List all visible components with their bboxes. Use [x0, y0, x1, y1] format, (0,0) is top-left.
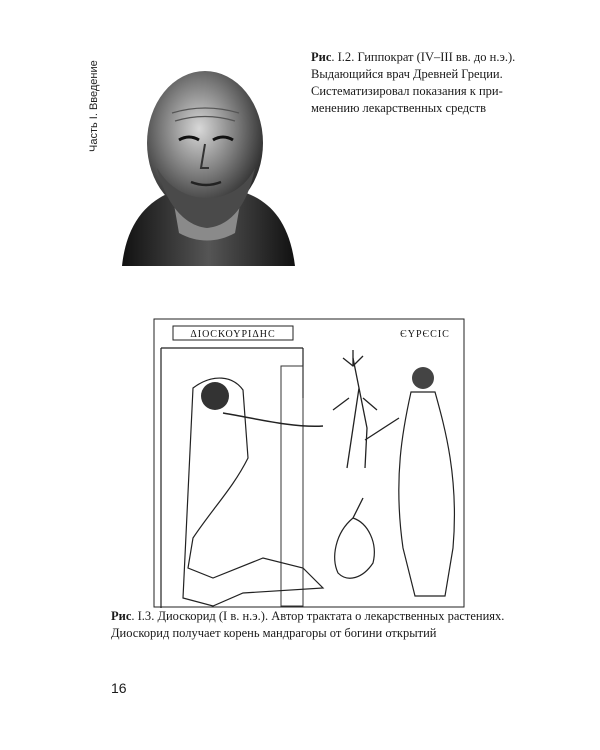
caption-text: . Диоскорид (I в. н.э.). Автор трактата о лекарственных растениях. Диоскорид получает корень мандрагоры от богини открытий [111, 609, 505, 640]
figure-caption-hippocrates [311, 49, 516, 117]
caption-text: . Гиппократ (IV–III вв. до н.э.). Выдающийся врач Древней Греции. Систематизировал показания к при-менению лекарственных средств [311, 50, 516, 115]
figure-caption-dioscorides [111, 608, 521, 642]
page-number: 16 [111, 680, 127, 696]
dioscorides-illustration [153, 318, 465, 608]
inscription-dioscorides: ΔΙΟϹΚΟΥΡΙΔΗϹ [190, 329, 276, 340]
caption-label: Рис [311, 50, 332, 64]
inscription-heuresis: ЄΥΡЄϹΙϹ [400, 329, 450, 340]
caption-label: Рис [111, 609, 132, 623]
running-header: Часть I. Введение [88, 60, 100, 152]
caption-number: . I.3 [131, 609, 152, 623]
caption-number: . I.2 [331, 50, 352, 64]
hippocrates-portrait [117, 58, 297, 266]
